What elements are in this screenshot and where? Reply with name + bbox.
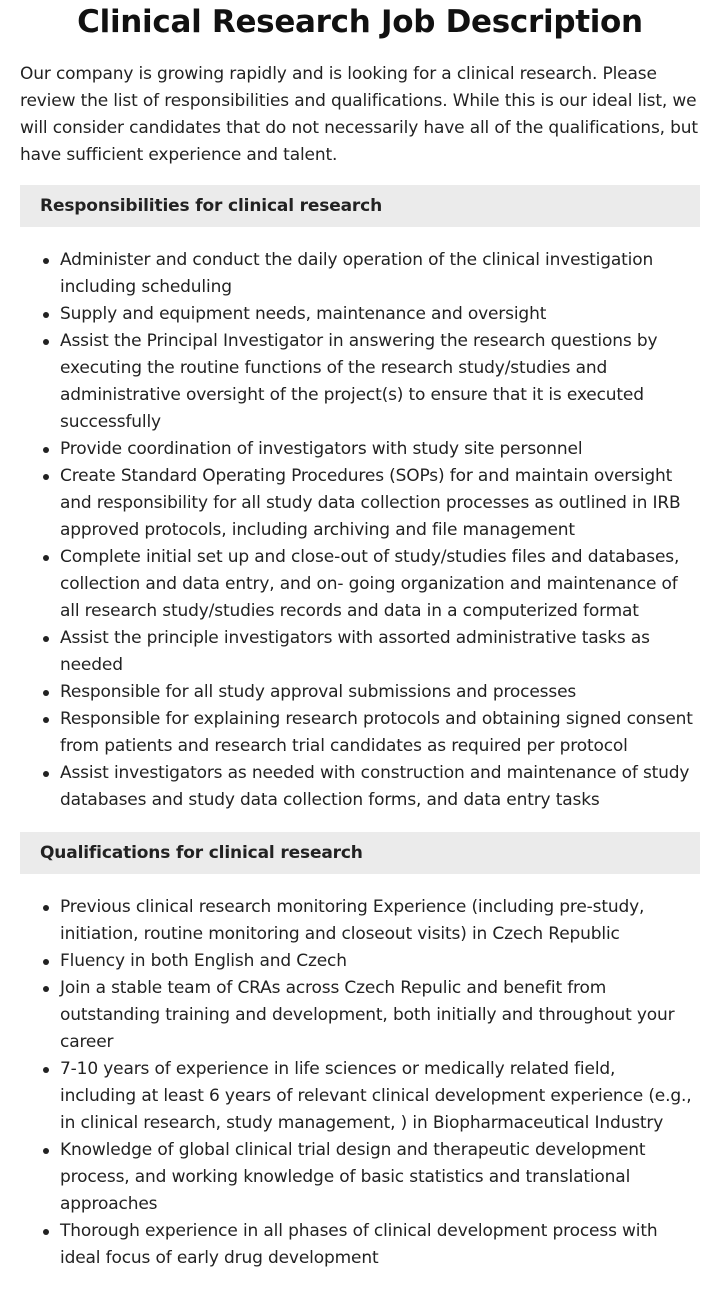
list-item-text: Provide coordination of investigators with study site personnel — [60, 439, 583, 459]
bullet-icon — [43, 905, 49, 911]
list-item — [60, 328, 700, 436]
bullet-icon — [43, 312, 49, 318]
list-item — [60, 975, 700, 1056]
list-item-text: Administer and conduct the daily operation of the clinical investigation including scheduling — [60, 250, 654, 297]
list-item-text: Create Standard Operating Procedures (SOPs) for and maintain oversight and responsibility for all study data collection processes as outlined in IRB approved protocols, including archiving and file management — [60, 466, 681, 540]
bullet-icon — [43, 1229, 49, 1235]
list-item — [60, 1056, 700, 1137]
list-item-text: 7-10 years of experience in life sciences or medically related field, including at least 6 years of relevant clinical development experience (e.g., in clinical research, study management, ) in Biopharmaceutical Industry — [60, 1059, 692, 1133]
intro-paragraph: Our company is growing rapidly and is looking for a clinical research. Please review the list of responsibilities and qualifications. While this is our ideal list, we will consider candidates that do not necessarily have all of the qualifications, but have sufficient experience and talent. — [20, 64, 698, 165]
list-item-text: Supply and equipment needs, maintenance and oversight — [60, 304, 547, 324]
list-item — [60, 463, 700, 544]
bullet-icon — [43, 986, 49, 992]
list-item-text: Assist the Principal Investigator in answering the research questions by executing the routine functions of the research study/studies and administrative oversight of the project(s) to ensure that it is executed successfully — [60, 331, 658, 432]
list-item-text: Assist the principle investigators with assorted administrative tasks as needed — [60, 628, 650, 675]
list-item — [60, 436, 700, 463]
bullet-icon — [43, 771, 49, 777]
qualifications-section-header: Qualifications for clinical research — [20, 832, 700, 874]
list-item — [60, 625, 700, 679]
list-item — [60, 679, 700, 706]
responsibilities-list — [20, 247, 700, 814]
bullet-icon — [43, 959, 49, 965]
qualifications-list — [20, 894, 700, 1272]
bullet-icon — [43, 1067, 49, 1073]
bullet-icon — [43, 555, 49, 561]
responsibilities-section-header: Responsibilities for clinical research — [20, 185, 700, 227]
list-item — [60, 948, 700, 975]
list-item-text: Previous clinical research monitoring Experience (including pre-study, initiation, routine monitoring and closeout visits) in Czech Republic — [60, 897, 645, 944]
list-item-text: Join a stable team of CRAs across Czech Repulic and benefit from outstanding training and development, both initially and throughout your career — [60, 978, 675, 1052]
list-item-text: Knowledge of global clinical trial design and therapeutic development process, and working knowledge of basic statistics and translational approaches — [60, 1140, 646, 1214]
list-item — [60, 247, 700, 301]
bullet-icon — [43, 690, 49, 696]
bullet-icon — [43, 474, 49, 480]
bullet-icon — [43, 447, 49, 453]
list-item-text: Responsible for all study approval submissions and processes — [60, 682, 577, 702]
list-item-text: Fluency in both English and Czech — [60, 951, 347, 971]
list-item-text: Complete initial set up and close-out of study/studies files and databases, collection and data entry, and on- going organization and maintenance of all research study/studies records and data in a computerized format — [60, 547, 680, 621]
list-item — [60, 760, 700, 814]
list-item — [60, 301, 700, 328]
page-title: Clinical Research Job Description — [77, 4, 643, 40]
list-item — [60, 894, 700, 948]
bullet-icon — [43, 1148, 49, 1154]
list-item — [60, 706, 700, 760]
bullet-icon — [43, 339, 49, 345]
bullet-icon — [43, 636, 49, 642]
list-item — [60, 1218, 700, 1272]
list-item-text: Assist investigators as needed with construction and maintenance of study databases and study data collection forms, and data entry tasks — [60, 763, 690, 810]
list-item — [60, 544, 700, 625]
list-item-text: Thorough experience in all phases of clinical development process with ideal focus of early drug development — [60, 1221, 658, 1268]
list-item — [60, 1137, 700, 1218]
bullet-icon — [43, 717, 49, 723]
bullet-icon — [43, 258, 49, 264]
list-item-text: Responsible for explaining research protocols and obtaining signed consent from patients and research trial candidates as required per protocol — [60, 709, 693, 756]
